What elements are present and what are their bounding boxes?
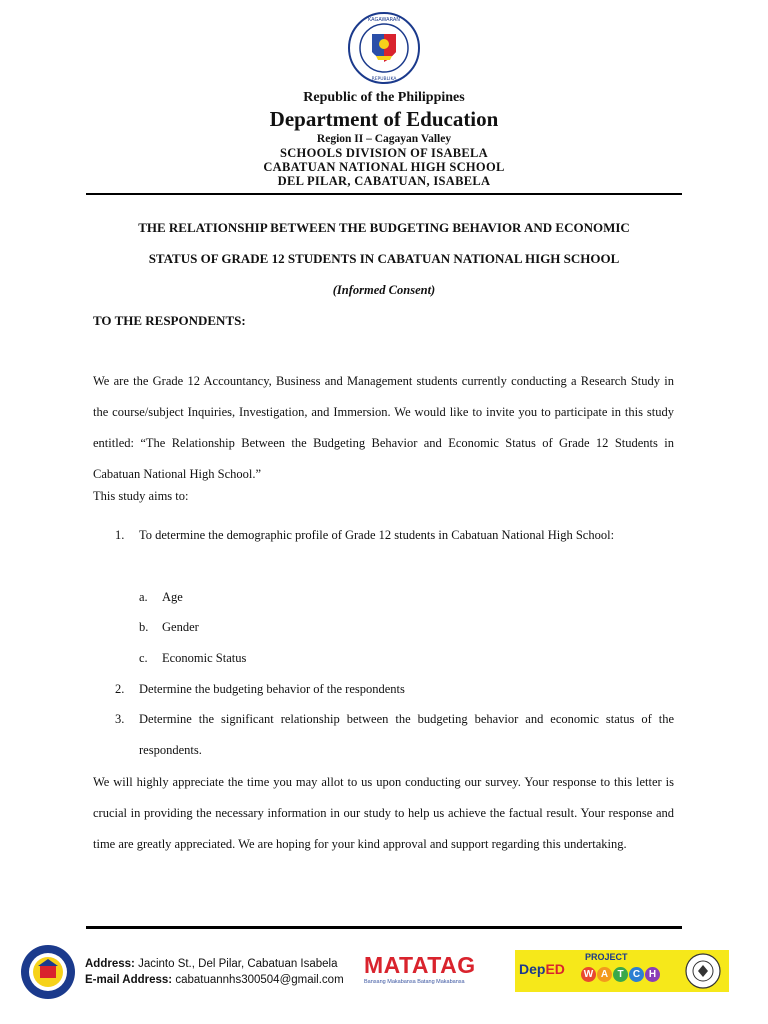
region-heading: Region II – Cagayan Valley	[316, 133, 452, 145]
objective-1-text: To determine the demographic profile of Grade 12 students in Cabatuan National High School:	[139, 528, 615, 542]
watch-letter-t: T	[613, 967, 628, 982]
matatag-tagline: Bansang Makabansa Batang Makabansa	[364, 979, 465, 985]
subitem-a-text: Age	[162, 590, 183, 604]
svg-text:KAGAWARAN: KAGAWARAN	[367, 17, 401, 23]
matatag-logo	[364, 952, 492, 988]
intro-paragraph: We are the Grade 12 Accountancy, Business and Management students currently conducting a Research Study in the course/subject Inquiries, Investigation, and Immersion. We would like to invite you to participate in this study entitled: “The Relationship Between the Budgeting Behavior and Economic Status of Grade 12 Students in Cabatuan National High School.”	[93, 374, 674, 481]
watch-letter-w: W	[581, 967, 596, 982]
objective-2-text: Determine the budgeting behavior of the respondents	[139, 682, 405, 696]
footer-divider	[86, 926, 682, 929]
email-label: E-mail Address:	[85, 974, 173, 986]
closing-paragraph: We will highly appreciate the time you may allot to us upon conducting our survey. Your response to this letter is crucial in providing the necessary information in our study to help us achieve the factual result. Your response and time are greatly appreciated. We are hoping for your kind approval and support regarding this undertaking.	[93, 775, 674, 851]
svg-text:REPUBLIKA: REPUBLIKA	[371, 77, 397, 82]
subitem-a-letter: a.	[139, 590, 148, 604]
subitem-c-text: Economic Status	[162, 651, 247, 665]
objective-1-number: 1.	[115, 528, 125, 542]
school-seal-logo	[20, 944, 76, 1000]
email-value: cabatuannhs300504@gmail.com	[175, 974, 344, 986]
republic-heading: Republic of the Philippines	[303, 90, 465, 105]
project-label: PROJECT	[585, 952, 628, 962]
division-seal-logo	[685, 953, 721, 989]
department-heading: Department of Education	[269, 107, 499, 131]
objective-3-text: Determine the significant relationship between the budgeting behavior and economic status of the respondents.	[139, 712, 674, 757]
deped-suffix: ED	[545, 961, 565, 977]
watch-letter-c: C	[629, 967, 644, 982]
subitem-b-text: Gender	[162, 620, 199, 634]
watch-letters	[581, 964, 661, 982]
objective-2-number: 2.	[115, 682, 125, 696]
project-watch-banner	[515, 950, 729, 992]
document-title-line-2: STATUS OF GRADE 12 STUDENTS IN CABATUAN NATIONAL HIGH SCHOOL	[148, 251, 620, 266]
informed-consent-label: (Informed Consent)	[332, 283, 436, 297]
footer-contact	[85, 956, 344, 988]
subitem-b-letter: b.	[139, 620, 149, 634]
deped-wordmark	[519, 961, 565, 977]
watch-letter-a: A	[597, 967, 612, 982]
address-label: Address:	[85, 958, 135, 970]
aims-label: This study aims to:	[93, 489, 189, 503]
header-divider	[86, 193, 682, 195]
subitem-c-letter: c.	[139, 651, 148, 665]
objective-3-number: 3.	[115, 712, 125, 726]
deped-prefix: Dep	[519, 961, 546, 977]
division-heading: SCHOOLS DIVISION OF ISABELA	[279, 146, 489, 160]
school-heading: CABATUAN NATIONAL HIGH SCHOOL	[263, 160, 505, 174]
document-title-line-1: THE RELATIONSHIP BETWEEN THE BUDGETING BEHAVIOR AND ECONOMIC	[138, 220, 630, 235]
watch-letter-h: H	[645, 967, 660, 982]
deped-seal-logo	[348, 12, 420, 84]
salutation: TO THE RESPONDENTS:	[93, 313, 246, 328]
school-address-heading: DEL PILAR, CABATUAN, ISABELA	[277, 174, 491, 188]
address-value: Jacinto St., Del Pilar, Cabatuan Isabela	[138, 958, 338, 970]
matatag-wordmark: MATATAG	[364, 952, 476, 978]
